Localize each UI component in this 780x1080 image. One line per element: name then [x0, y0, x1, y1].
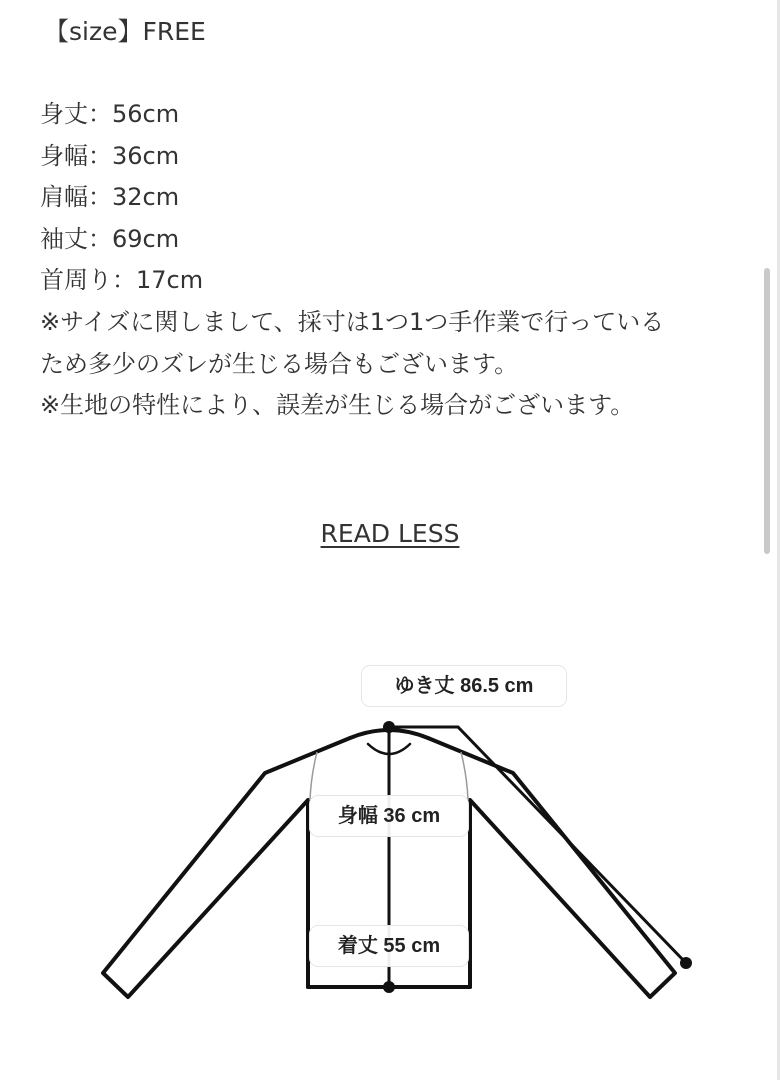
body-width-label: 身幅 36 cm	[310, 796, 468, 836]
note-line: ため多少のズレが生じる場合もございます。	[40, 349, 519, 378]
spec-shoulder-width: 肩幅：32cm	[40, 183, 180, 211]
body-length-label: 着丈 55 cm	[310, 926, 468, 966]
note-line: ※生地の特性により、誤差が生じる場合がございます。	[40, 391, 635, 419]
spec-neck-circumference: 首周り：17cm	[40, 266, 204, 294]
read-less-link[interactable]: READ LESS	[320, 519, 460, 548]
note-line: ※サイズに関しまして、採寸は1つ1つ手作業で行っている	[40, 308, 665, 336]
spec-body-width: 身幅：36cm	[40, 141, 180, 170]
spec-sleeve-length: 袖丈：69cm	[40, 224, 180, 253]
sleeve-length-label: ゆき丈 86.5 cm	[362, 666, 566, 706]
spec-length: 身丈：56cm	[40, 100, 180, 128]
size-heading: 【size】FREE	[44, 17, 206, 46]
